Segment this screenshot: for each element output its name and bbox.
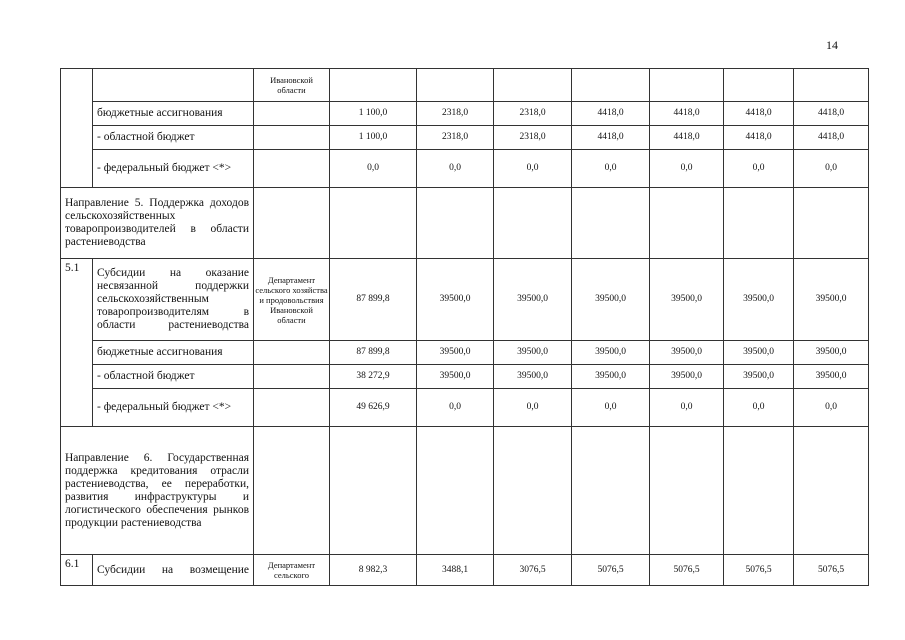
value-cell: 39500,0: [417, 259, 494, 341]
value-cell: 0,0: [330, 150, 417, 188]
table-row-continuation: [61, 69, 869, 102]
value-cell: 0,0: [417, 389, 494, 427]
value-cell: 39500,0: [794, 365, 869, 389]
value-cell: [794, 427, 869, 555]
value-cell: [494, 69, 572, 102]
value-cell: 39500,0: [724, 341, 794, 365]
department-cell: [254, 427, 330, 555]
value-cell: 0,0: [794, 389, 869, 427]
value-cell: [330, 427, 417, 555]
value-cell: [650, 69, 724, 102]
value-cell: [650, 427, 724, 555]
value-cell: 3488,1: [417, 555, 494, 586]
department-cell: Департамент сельского: [254, 555, 330, 586]
value-cell: 87 899,8: [330, 341, 417, 365]
value-cell: 0,0: [650, 150, 724, 188]
value-cell: 87 899,8: [330, 259, 417, 341]
table-row-direction: [61, 188, 869, 259]
value-cell: [572, 188, 650, 259]
value-cell: 49 626,9: [330, 389, 417, 427]
name-cell: бюджетные ассигнования: [93, 341, 254, 365]
value-cell: 2318,0: [494, 126, 572, 150]
table-row-subtotal: [61, 341, 869, 365]
value-cell: 4418,0: [650, 102, 724, 126]
page-number: 14: [826, 38, 838, 52]
value-cell: 4418,0: [572, 102, 650, 126]
table-row-federal-budget: [61, 150, 869, 188]
name-cell: Субсидии на возмещение: [93, 555, 254, 586]
index-cell: 6.1: [61, 555, 93, 586]
value-cell: 4418,0: [572, 126, 650, 150]
value-cell: 4418,0: [794, 102, 869, 126]
value-cell: [417, 188, 494, 259]
name-cell: [93, 69, 254, 102]
value-cell: [794, 188, 869, 259]
value-cell: [724, 69, 794, 102]
department-cell: Департамент сельского хозяйства и продовольствия Ивановской области: [254, 259, 330, 341]
index-cell: 5.1: [61, 259, 93, 427]
department-cell: [254, 188, 330, 259]
department-cell: [254, 389, 330, 427]
table-row-direction: [61, 427, 869, 555]
value-cell: 4418,0: [650, 126, 724, 150]
value-cell: 39500,0: [494, 341, 572, 365]
value-cell: 0,0: [794, 150, 869, 188]
name-cell: - областной бюджет: [93, 126, 254, 150]
value-cell: 0,0: [650, 389, 724, 427]
value-cell: 39500,0: [650, 365, 724, 389]
value-cell: 5076,5: [794, 555, 869, 586]
value-cell: 39500,0: [724, 259, 794, 341]
budget-table: [60, 68, 869, 586]
table-row-item: [61, 259, 869, 341]
table-row-regional-budget: [61, 365, 869, 389]
table-row-subtotal: [61, 102, 869, 126]
value-cell: 8 982,3: [330, 555, 417, 586]
value-cell: 39500,0: [572, 365, 650, 389]
name-cell: - федеральный бюджет <*>: [93, 150, 254, 188]
value-cell: [494, 427, 572, 555]
value-cell: [724, 427, 794, 555]
value-cell: 39500,0: [794, 259, 869, 341]
value-cell: 39500,0: [650, 259, 724, 341]
direction-title: Направление 5. Поддержка доходов сельскохозяйственных товаропроизводителей в области растениеводства: [61, 188, 254, 259]
value-cell: 4418,0: [724, 126, 794, 150]
value-cell: 1 100,0: [330, 126, 417, 150]
value-cell: 0,0: [572, 389, 650, 427]
department-cell: [254, 341, 330, 365]
value-cell: 39500,0: [494, 259, 572, 341]
value-cell: 5076,5: [572, 555, 650, 586]
value-cell: 39500,0: [572, 259, 650, 341]
value-cell: 0,0: [494, 150, 572, 188]
value-cell: [417, 69, 494, 102]
value-cell: 0,0: [494, 389, 572, 427]
name-cell: - федеральный бюджет <*>: [93, 389, 254, 427]
value-cell: [794, 69, 869, 102]
value-cell: [572, 427, 650, 555]
value-cell: 2318,0: [494, 102, 572, 126]
department-cell: [254, 150, 330, 188]
table-row-federal-budget: [61, 389, 869, 427]
table-row-regional-budget: [61, 126, 869, 150]
department-cell: [254, 102, 330, 126]
value-cell: 38 272,9: [330, 365, 417, 389]
value-cell: 4418,0: [794, 126, 869, 150]
value-cell: [330, 69, 417, 102]
value-cell: 39500,0: [724, 365, 794, 389]
value-cell: 3076,5: [494, 555, 572, 586]
value-cell: 1 100,0: [330, 102, 417, 126]
value-cell: [417, 427, 494, 555]
department-cell: Ивановской области: [254, 69, 330, 102]
value-cell: [650, 188, 724, 259]
department-cell: [254, 126, 330, 150]
value-cell: 5076,5: [724, 555, 794, 586]
value-cell: [494, 188, 572, 259]
department-cell: [254, 365, 330, 389]
value-cell: 0,0: [572, 150, 650, 188]
value-cell: 39500,0: [417, 341, 494, 365]
value-cell: [572, 69, 650, 102]
value-cell: 39500,0: [572, 341, 650, 365]
value-cell: 39500,0: [650, 341, 724, 365]
value-cell: [330, 188, 417, 259]
direction-title: Направление 6. Государственная поддержка кредитования отрасли растениеводства, ее переработки, развития инфраструктуры и логистического обеспечения рынков продукции растениеводства: [61, 427, 254, 555]
index-cell: [61, 69, 93, 188]
value-cell: 2318,0: [417, 102, 494, 126]
value-cell: 5076,5: [650, 555, 724, 586]
value-cell: 0,0: [724, 389, 794, 427]
value-cell: 39500,0: [417, 365, 494, 389]
name-cell: - областной бюджет: [93, 365, 254, 389]
value-cell: 0,0: [417, 150, 494, 188]
value-cell: [724, 188, 794, 259]
table-row-item: [61, 555, 869, 586]
value-cell: 4418,0: [724, 102, 794, 126]
name-cell: бюджетные ассигнования: [93, 102, 254, 126]
value-cell: 39500,0: [494, 365, 572, 389]
value-cell: 0,0: [724, 150, 794, 188]
value-cell: 39500,0: [794, 341, 869, 365]
name-cell: Субсидии на оказание несвязанной поддержки сельскохозяйственным товаропроизводителям в области растениеводства: [93, 259, 254, 341]
value-cell: 2318,0: [417, 126, 494, 150]
